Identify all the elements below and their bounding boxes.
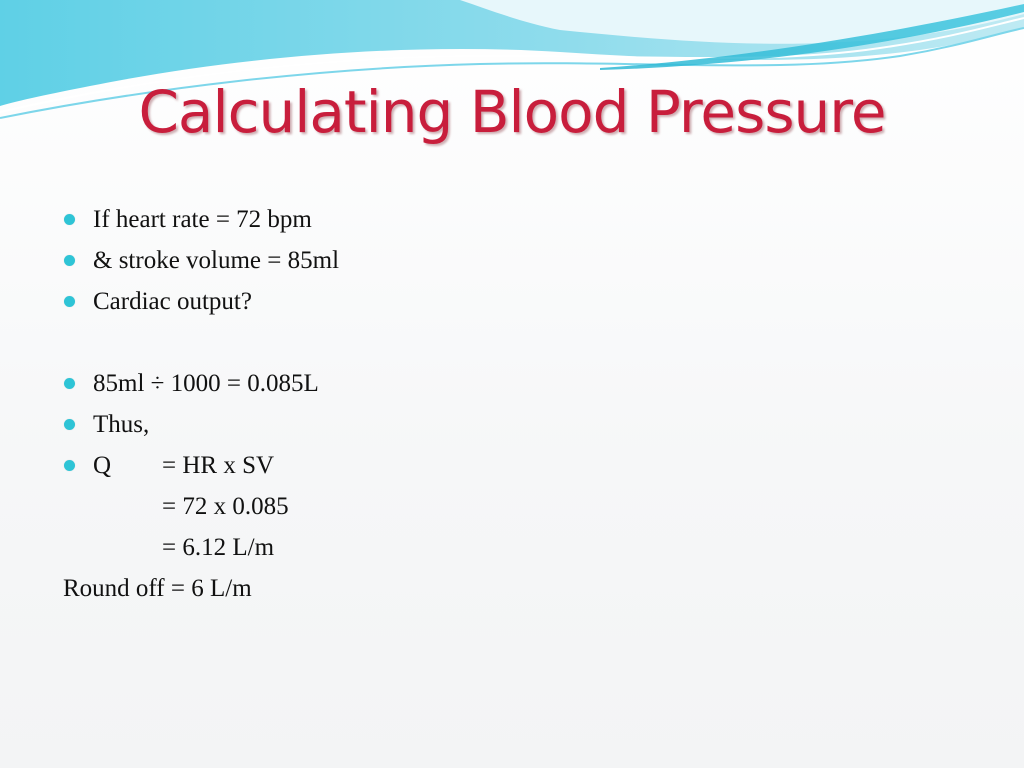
bullet-icon bbox=[64, 214, 75, 225]
slide-title: Calculating Blood Pressure bbox=[138, 78, 886, 146]
slide-line: = 72 x 0.085 bbox=[162, 493, 289, 520]
slide-line: & stroke volume = 85ml bbox=[93, 247, 340, 274]
slide-line: If heart rate = 72 bpm bbox=[93, 206, 312, 233]
bullet-icon bbox=[64, 296, 75, 307]
bullet-icon bbox=[64, 378, 75, 389]
bullet-icon bbox=[64, 460, 75, 471]
slide-line: Cardiac output? bbox=[93, 288, 252, 315]
bullet-icon bbox=[64, 255, 75, 266]
bullet-icon bbox=[64, 419, 75, 430]
slide-line: Thus, bbox=[93, 411, 150, 438]
slide-line: Round off = 6 L/m bbox=[63, 575, 252, 602]
slide-line: 85ml ÷ 1000 = 0.085L bbox=[93, 370, 319, 397]
slide-line: = HR x SV bbox=[162, 452, 275, 479]
slide-line: = 6.12 L/m bbox=[162, 534, 275, 561]
slide-line: Q bbox=[93, 452, 112, 479]
